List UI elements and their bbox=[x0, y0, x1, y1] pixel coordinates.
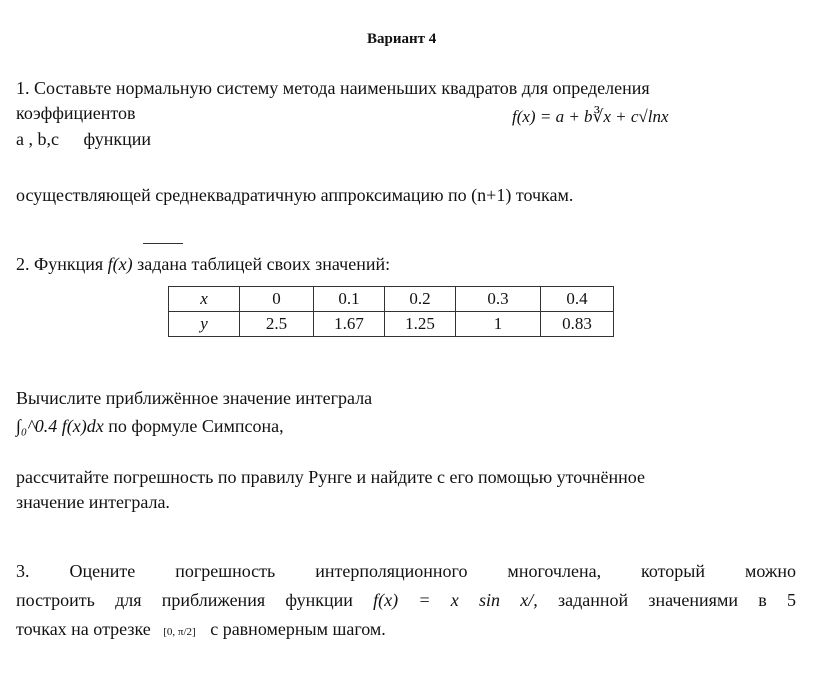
task1-formula: f(x) = a + b∛x + c√lnx bbox=[512, 107, 669, 126]
task1-functions-word: функции bbox=[83, 129, 151, 149]
table-cell: 0.4 bbox=[541, 287, 614, 312]
table-cell: 1.25 bbox=[385, 312, 456, 337]
task2-intro-suffix: задана таблицей своих значений: bbox=[132, 254, 391, 274]
task3-interval: [0, π/2] bbox=[163, 626, 196, 638]
task2-intro-prefix: 2. Функция bbox=[16, 254, 108, 274]
table-header-y: y bbox=[169, 312, 240, 337]
task2-runge-line1: рассчитайте погрешность по правилу Рунге и найдите с его помощью уточнённое bbox=[16, 467, 645, 487]
table-cell: 1.67 bbox=[314, 312, 385, 337]
overline-decoration bbox=[143, 243, 183, 244]
integral-formula: ∫₀^0.4 f(x)dx bbox=[16, 416, 104, 436]
integral-suffix: по формуле Симпсона, bbox=[103, 416, 284, 436]
table-cell: 2.5 bbox=[240, 312, 314, 337]
table-cell: 1 bbox=[456, 312, 541, 337]
task1-coeffs-label: a , b,c bbox=[16, 129, 59, 149]
table-cell: 0.83 bbox=[541, 312, 614, 337]
task1-line1: 1. Составьте нормальную систему метода наименьших квадратов для определения bbox=[16, 78, 650, 98]
task3-line2-prefix: построить для приближения функции bbox=[16, 590, 353, 610]
task3-formula: f(x) = x sin x/, bbox=[373, 590, 538, 610]
table-cell: 0 bbox=[240, 287, 314, 312]
table-row bbox=[169, 287, 614, 312]
task2-runge-line2: значение интеграла. bbox=[16, 492, 170, 512]
task2-integral bbox=[16, 416, 284, 437]
task3-line3-prefix: точках на отрезке bbox=[16, 619, 151, 639]
table-header-x: x bbox=[169, 287, 240, 312]
table-cell: 0.1 bbox=[314, 287, 385, 312]
table-cell: 0.2 bbox=[385, 287, 456, 312]
table-row bbox=[169, 312, 614, 337]
task3-line2 bbox=[16, 590, 796, 611]
task2-calc-line: Вычислите приближённое значение интеграла bbox=[16, 388, 373, 408]
task3-line1: 3. Оцените погрешность интерполяционного многочлена, который можно bbox=[16, 561, 796, 581]
values-table bbox=[168, 286, 614, 337]
task2-intro bbox=[16, 254, 390, 275]
task3-line3 bbox=[16, 619, 386, 640]
task1-coeffs bbox=[16, 129, 151, 150]
page-title: Вариант 4 bbox=[367, 31, 437, 47]
table-cell: 0.3 bbox=[456, 287, 541, 312]
task1-line3: осуществляющей среднеквадратичную аппроксимацию по (n+1) точкам. bbox=[16, 185, 574, 205]
task1-line2: коэффициентов bbox=[16, 103, 136, 123]
task3-line3-suffix: с равномерным шагом. bbox=[210, 619, 386, 639]
task3-line2-suffix: заданной значениями в 5 bbox=[557, 590, 796, 610]
task2-intro-func: f(x) bbox=[107, 254, 133, 274]
